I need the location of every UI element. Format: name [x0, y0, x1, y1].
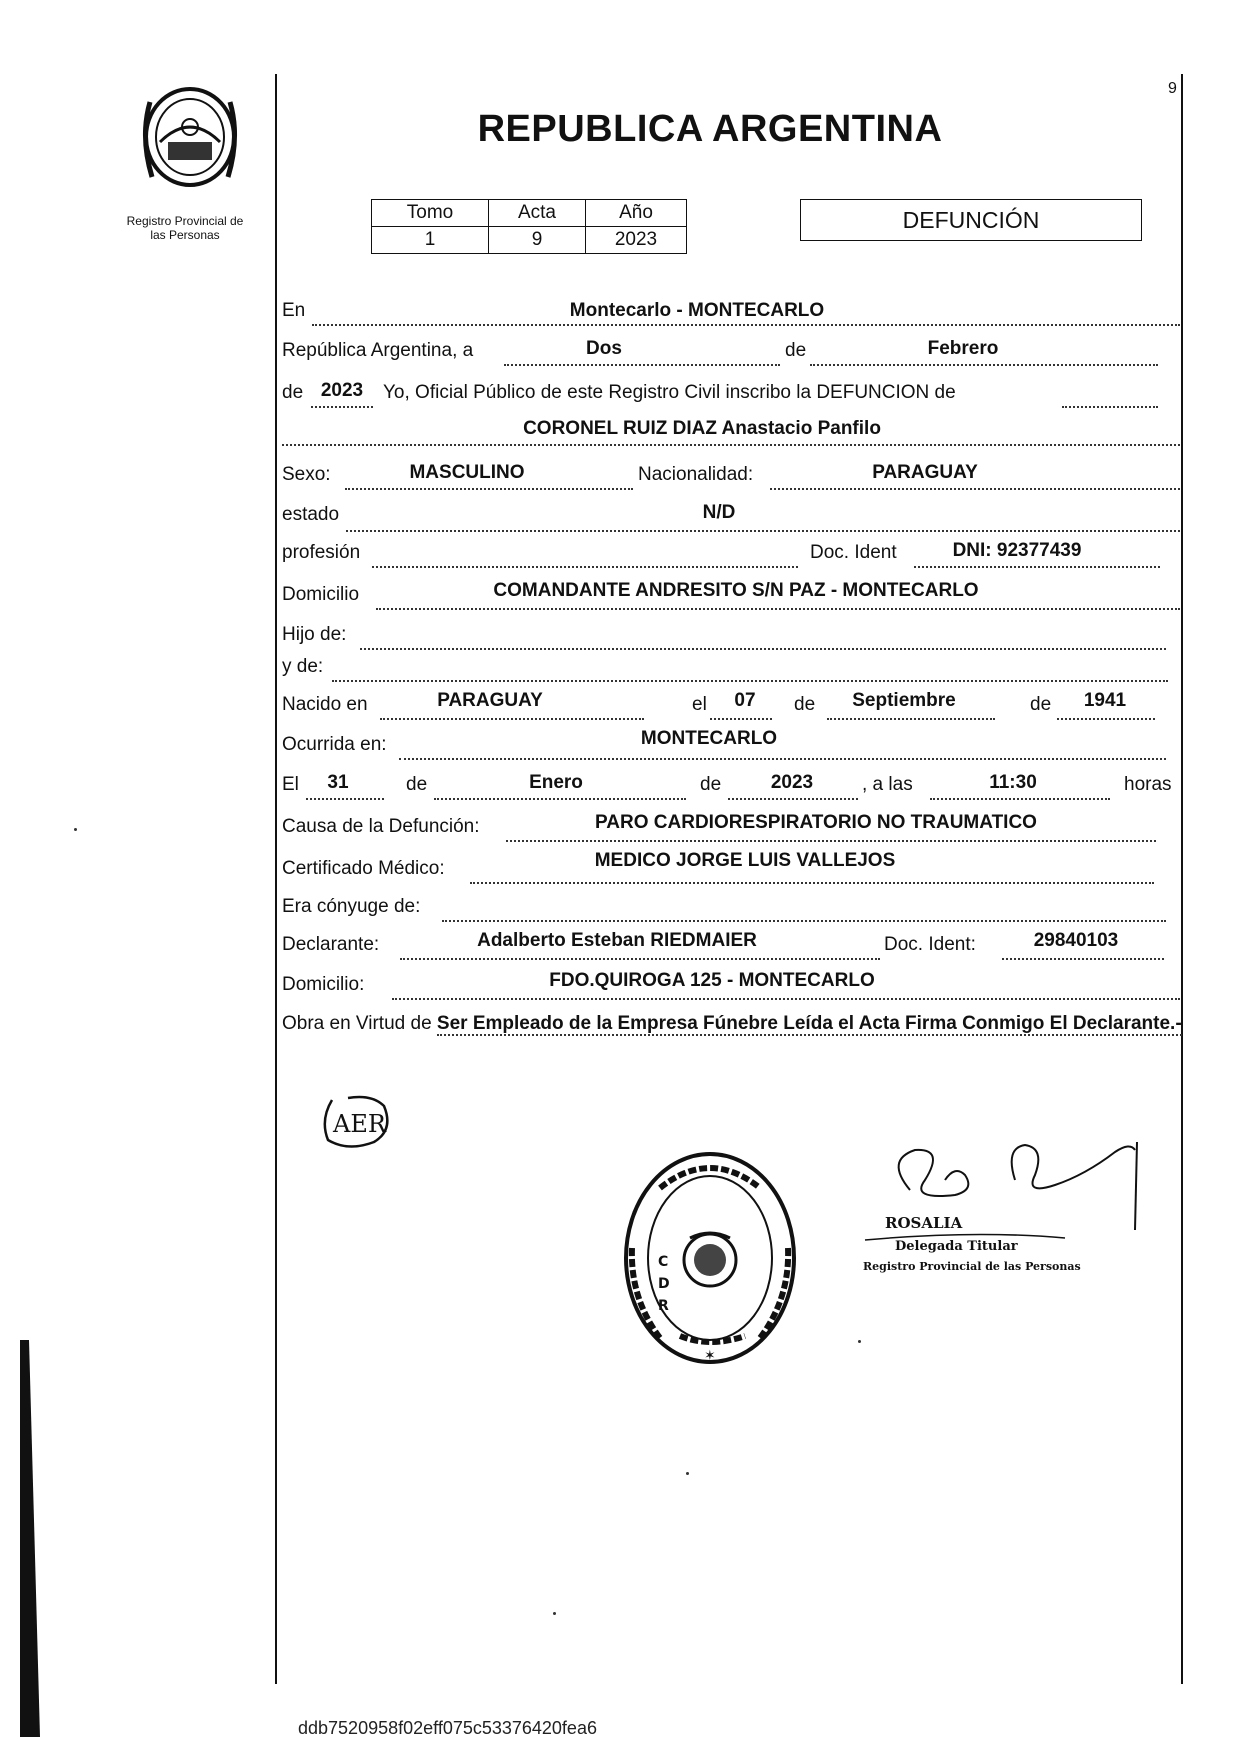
label-conyuge: Era cónyuge de: [282, 896, 421, 917]
row-certificado [282, 850, 1180, 886]
page-number: 9 [1168, 80, 1177, 97]
obra-en-virtud [282, 1007, 1182, 1040]
row-fecha-defuncion [282, 774, 1180, 804]
logo-caption [105, 214, 265, 242]
label-de-b: de [1030, 694, 1052, 715]
row-profesion-doc [282, 542, 1180, 572]
value-sexo: MASCULINO [409, 462, 525, 483]
row-declarante [282, 932, 1180, 962]
scan-speck [858, 1340, 861, 1343]
value-nac-mes: Septiembre [852, 690, 956, 711]
logo-caption-line1: Registro Provincial de [126, 214, 244, 228]
label-doc-ident: Doc. Ident [810, 542, 897, 563]
label-causa: Causa de la Defunción: [282, 816, 480, 837]
row-hijo-de [282, 624, 1180, 654]
fill-y-de [332, 656, 1168, 682]
label-de2: de [282, 382, 304, 403]
row-ocurrida-en [282, 728, 1180, 762]
row-fecha-inscripcion [282, 340, 1180, 370]
value-nac-dia: 07 [734, 690, 756, 711]
anio-value: 2023 [586, 227, 687, 254]
initials-text: AER [333, 1110, 386, 1138]
row-nacimiento [282, 692, 1180, 722]
registry-table-value-row [372, 227, 687, 254]
value-dia: Dos [586, 338, 622, 359]
handwritten-initials [318, 1092, 396, 1150]
value-nombre: CORONEL RUIZ DIAZ Anastacio Panfilo [523, 418, 881, 439]
label-de: de [785, 340, 807, 361]
value-obra-en-virtud: Ser Empleado de la Empresa Fúnebre Leída el Acta Firma Conmigo El Declarante.- [436, 1013, 1182, 1034]
value-domicilio-declarante: FDO.QUIROGA 125 - MONTECARLO [549, 970, 875, 991]
row-y-de [282, 656, 1180, 686]
row-estado [282, 504, 1180, 534]
label-de-c: de [406, 774, 428, 795]
fill-conyuge [442, 896, 1166, 922]
row-causa [282, 814, 1180, 844]
row-domicilio-declarante [282, 972, 1180, 1002]
fill-profesion [372, 542, 798, 568]
label-republica: República Argentina, a [282, 340, 474, 361]
row-lugar [282, 300, 1180, 330]
svg-text:R: R [658, 1298, 669, 1314]
value-def-mes: Enero [529, 772, 583, 793]
document-title: REPUBLICA ARGENTINA [477, 108, 943, 150]
row-nombre [282, 418, 1180, 448]
label-de-a: de [794, 694, 816, 715]
value-estado: N/D [702, 502, 736, 523]
signature-role: Delegada Titular [895, 1239, 1018, 1254]
label-nacido-en: Nacido en [282, 694, 368, 715]
row-anio-oficial [282, 382, 1180, 412]
acta-value: 9 [489, 227, 586, 254]
label-a-las: , a las [862, 774, 913, 795]
value-nac-anio: 1941 [1083, 690, 1127, 711]
right-margin-rule [1181, 74, 1183, 1684]
svg-text:✶: ✶ [704, 1348, 716, 1364]
tomo-value: 1 [372, 227, 489, 254]
value-def-dia: 31 [327, 772, 349, 793]
scan-speck [686, 1472, 689, 1475]
value-causa: PARO CARDIORESPIRATORIO NO TRAUMATICO [595, 812, 1037, 833]
label-domicilio: Domicilio [282, 584, 360, 605]
row-conyuge [282, 894, 1180, 924]
label-en: En [282, 300, 306, 321]
registry-table [371, 199, 687, 254]
document-hash: ddb7520958f02eff075c53376420fea6 [298, 1718, 597, 1738]
svg-text:C: C [658, 1254, 669, 1270]
label-el: el [692, 694, 707, 715]
anio-header: Año [586, 200, 687, 227]
signature-org: Registro Provincial de las Personas [863, 1260, 1081, 1273]
scan-edge-bar [20, 1340, 40, 1737]
signature-name: ROSALIA [885, 1214, 963, 1232]
label-sexo: Sexo: [282, 464, 331, 485]
scan-speck [74, 828, 77, 831]
label-obra-en-virtud: Obra en Virtud de [282, 1013, 432, 1034]
value-doc-ident: DNI: 92377439 [952, 540, 1082, 561]
label-profesion: profesión [282, 542, 361, 563]
label-domicilio2: Domicilio: [282, 974, 365, 995]
registry-table-header-row [372, 200, 687, 227]
fill-trailing [1062, 382, 1158, 408]
value-def-hora: 11:30 [989, 772, 1037, 793]
official-registry-stamp [620, 1148, 800, 1368]
value-declarante-doc: 29840103 [1033, 930, 1119, 951]
left-margin-rule [275, 74, 277, 1684]
row-domicilio [282, 582, 1180, 612]
label-y-de: y de: [282, 656, 324, 677]
value-ocurrida-en: MONTECARLO [640, 728, 778, 749]
label-ocurrida-en: Ocurrida en: [282, 734, 387, 755]
label-yo-oficial: Yo, Oficial Público de este Registro Civil inscribo la DEFUNCION de [383, 382, 956, 403]
delegate-signature [855, 1130, 1175, 1280]
value-nacionalidad: PARAGUAY [872, 462, 978, 483]
label-horas: horas [1124, 774, 1172, 795]
tomo-header: Tomo [372, 200, 489, 227]
scan-speck [553, 1612, 556, 1615]
value-def-anio: 2023 [770, 772, 814, 793]
label-hijo-de: Hijo de: [282, 624, 347, 645]
value-mes: Febrero [927, 338, 999, 359]
record-type-box: DEFUNCIÓN [800, 199, 1142, 241]
value-certificado: MEDICO JORGE LUIS VALLEJOS [594, 850, 896, 871]
row-sexo-nacionalidad [282, 464, 1180, 494]
value-nacido-en: PARAGUAY [437, 690, 543, 711]
value-domicilio: COMANDANTE ANDRESITO S/N PAZ - MONTECARLO [493, 580, 979, 601]
fill-hijo-de [360, 624, 1166, 650]
misiones-coat-of-arms-logo [130, 82, 250, 192]
svg-text:D: D [658, 1276, 670, 1292]
label-estado: estado [282, 504, 340, 525]
value-declarante: Adalberto Esteban RIEDMAIER [477, 930, 757, 951]
label-el2: El [282, 774, 299, 795]
label-certificado: Certificado Médico: [282, 858, 445, 879]
label-doc-ident2: Doc. Ident: [884, 934, 976, 955]
acta-header: Acta [489, 200, 586, 227]
value-lugar: Montecarlo - MONTECARLO [569, 300, 825, 321]
logo-caption-line2: las Personas [150, 228, 220, 242]
label-de-d: de [700, 774, 722, 795]
label-declarante: Declarante: [282, 934, 380, 955]
value-anio: 2023 [320, 380, 364, 401]
label-nacionalidad: Nacionalidad: [638, 464, 754, 485]
